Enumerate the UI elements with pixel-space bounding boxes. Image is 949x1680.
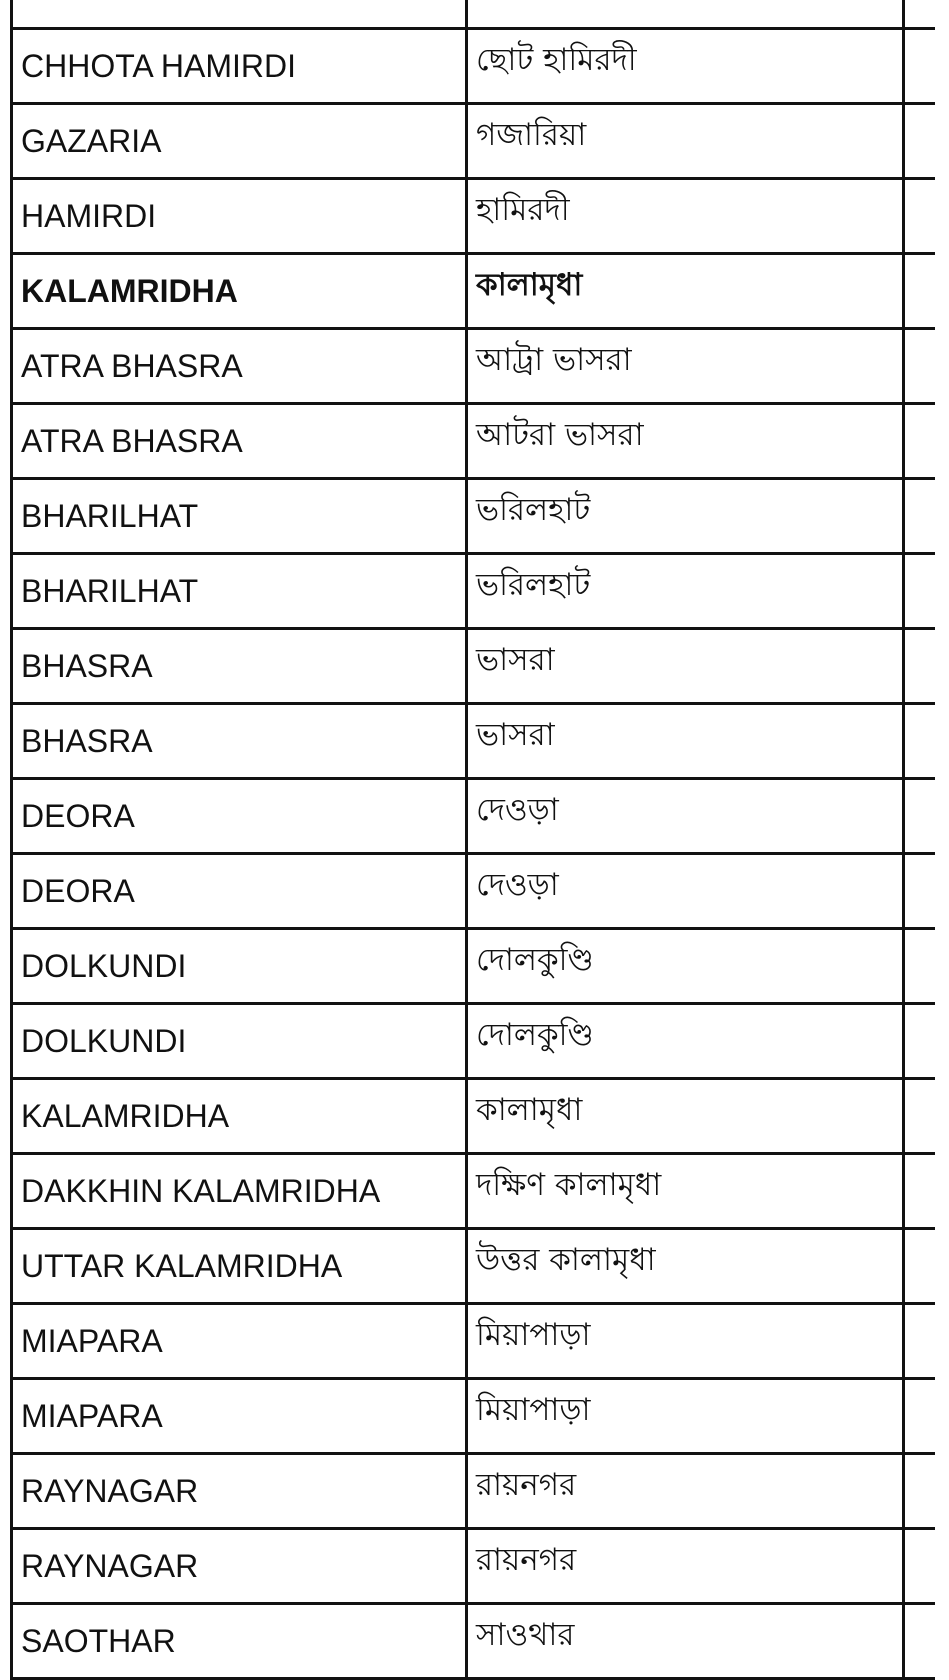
table-row xyxy=(12,1079,936,1154)
english-name-cell: MIAPARA xyxy=(12,1304,467,1379)
bengali-name-cell: সাওথার xyxy=(467,1604,904,1679)
english-name-cell: SAOTHAR xyxy=(12,1604,467,1679)
english-name-cell: CHHOTA HAMIRDI xyxy=(12,29,467,104)
bengali-name-cell: কালামৃধা xyxy=(467,254,904,329)
extra-column-cell xyxy=(904,29,936,104)
bengali-name-cell: দোলকুণ্ডি xyxy=(467,929,904,1004)
extra-column-cell xyxy=(904,779,936,854)
header-cell-english xyxy=(12,0,467,29)
bengali-name-cell: ভরিলহাট xyxy=(467,554,904,629)
english-name-cell: MIAPARA xyxy=(12,1379,467,1454)
bengali-name-cell: দেওড়া xyxy=(467,854,904,929)
header-cell-extra xyxy=(904,0,936,29)
extra-column-cell xyxy=(904,179,936,254)
extra-column-cell xyxy=(904,629,936,704)
table-row xyxy=(12,554,936,629)
english-name-cell: DEORA xyxy=(12,779,467,854)
english-name-cell: DOLKUNDI xyxy=(12,929,467,1004)
extra-column-cell xyxy=(904,104,936,179)
english-name-cell: BHASRA xyxy=(12,704,467,779)
bengali-name-cell: আট্রা ভাসরা xyxy=(467,329,904,404)
extra-column-cell xyxy=(904,929,936,1004)
table-row-header-remnant xyxy=(12,0,936,29)
bengali-name-cell: ভরিলহাট xyxy=(467,479,904,554)
table-row xyxy=(12,629,936,704)
table-row xyxy=(12,254,936,329)
table-row xyxy=(12,329,936,404)
table-row xyxy=(12,179,936,254)
english-name-cell: DAKKHIN KALAMRIDHA xyxy=(12,1154,467,1229)
english-name-cell: RAYNAGAR xyxy=(12,1529,467,1604)
english-name-cell: KALAMRIDHA xyxy=(12,254,467,329)
extra-column-cell xyxy=(904,479,936,554)
extra-column-cell xyxy=(904,704,936,779)
table-row xyxy=(12,779,936,854)
bengali-name-cell: আটরা ভাসরা xyxy=(467,404,904,479)
extra-column-cell xyxy=(904,554,936,629)
table-row xyxy=(12,1304,936,1379)
english-name-cell: ATRA BHASRA xyxy=(12,404,467,479)
extra-column-cell xyxy=(904,1454,936,1529)
english-name-cell: DOLKUNDI xyxy=(12,1004,467,1079)
english-name-cell: GAZARIA xyxy=(12,104,467,179)
bengali-name-cell: হামিরদী xyxy=(467,179,904,254)
place-name-table xyxy=(10,0,935,1680)
table-row xyxy=(12,1454,936,1529)
english-name-cell: DEORA xyxy=(12,854,467,929)
extra-column-cell xyxy=(904,1154,936,1229)
table-row xyxy=(12,1154,936,1229)
extra-column-cell xyxy=(904,254,936,329)
bengali-name-cell: মিয়াপাড়া xyxy=(467,1379,904,1454)
english-name-cell: RAYNAGAR xyxy=(12,1454,467,1529)
bengali-name-cell: দক্ষিণ কালামৃধা xyxy=(467,1154,904,1229)
english-name-cell: KALAMRIDHA xyxy=(12,1079,467,1154)
bengali-name-cell: কালামৃধা xyxy=(467,1079,904,1154)
bengali-name-cell: দেওড়া xyxy=(467,779,904,854)
english-name-cell: BHARILHAT xyxy=(12,479,467,554)
bengali-name-cell: ছোট হামিরদী xyxy=(467,29,904,104)
bengali-name-cell: উত্তর কালামৃধা xyxy=(467,1229,904,1304)
table-row xyxy=(12,1229,936,1304)
extra-column-cell xyxy=(904,1604,936,1679)
extra-column-cell xyxy=(904,1379,936,1454)
english-name-cell: BHARILHAT xyxy=(12,554,467,629)
bengali-name-cell: ভাসরা xyxy=(467,629,904,704)
extra-column-cell xyxy=(904,854,936,929)
table-row xyxy=(12,929,936,1004)
table-row xyxy=(12,104,936,179)
bengali-name-cell: ভাসরা xyxy=(467,704,904,779)
extra-column-cell xyxy=(904,1304,936,1379)
extra-column-cell xyxy=(904,1079,936,1154)
bengali-name-cell: দোলকুণ্ডি xyxy=(467,1004,904,1079)
english-name-cell: BHASRA xyxy=(12,629,467,704)
table-row xyxy=(12,479,936,554)
table-row xyxy=(12,404,936,479)
bengali-name-cell: রায়নগর xyxy=(467,1529,904,1604)
extra-column-cell xyxy=(904,404,936,479)
table-row xyxy=(12,854,936,929)
english-name-cell: HAMIRDI xyxy=(12,179,467,254)
table-body xyxy=(12,0,936,1679)
extra-column-cell xyxy=(904,1529,936,1604)
extra-column-cell xyxy=(904,1229,936,1304)
table-row xyxy=(12,29,936,104)
english-name-cell: UTTAR KALAMRIDHA xyxy=(12,1229,467,1304)
bengali-name-cell: মিয়াপাড়া xyxy=(467,1304,904,1379)
english-name-cell: ATRA BHASRA xyxy=(12,329,467,404)
table-row xyxy=(12,1604,936,1679)
bengali-name-cell: গজারিয়া xyxy=(467,104,904,179)
extra-column-cell xyxy=(904,1004,936,1079)
bengali-name-cell: রায়নগর xyxy=(467,1454,904,1529)
extra-column-cell xyxy=(904,329,936,404)
table-row xyxy=(12,1529,936,1604)
table-row xyxy=(12,704,936,779)
table-row xyxy=(12,1379,936,1454)
header-cell-bengali xyxy=(467,0,904,29)
table-row xyxy=(12,1004,936,1079)
